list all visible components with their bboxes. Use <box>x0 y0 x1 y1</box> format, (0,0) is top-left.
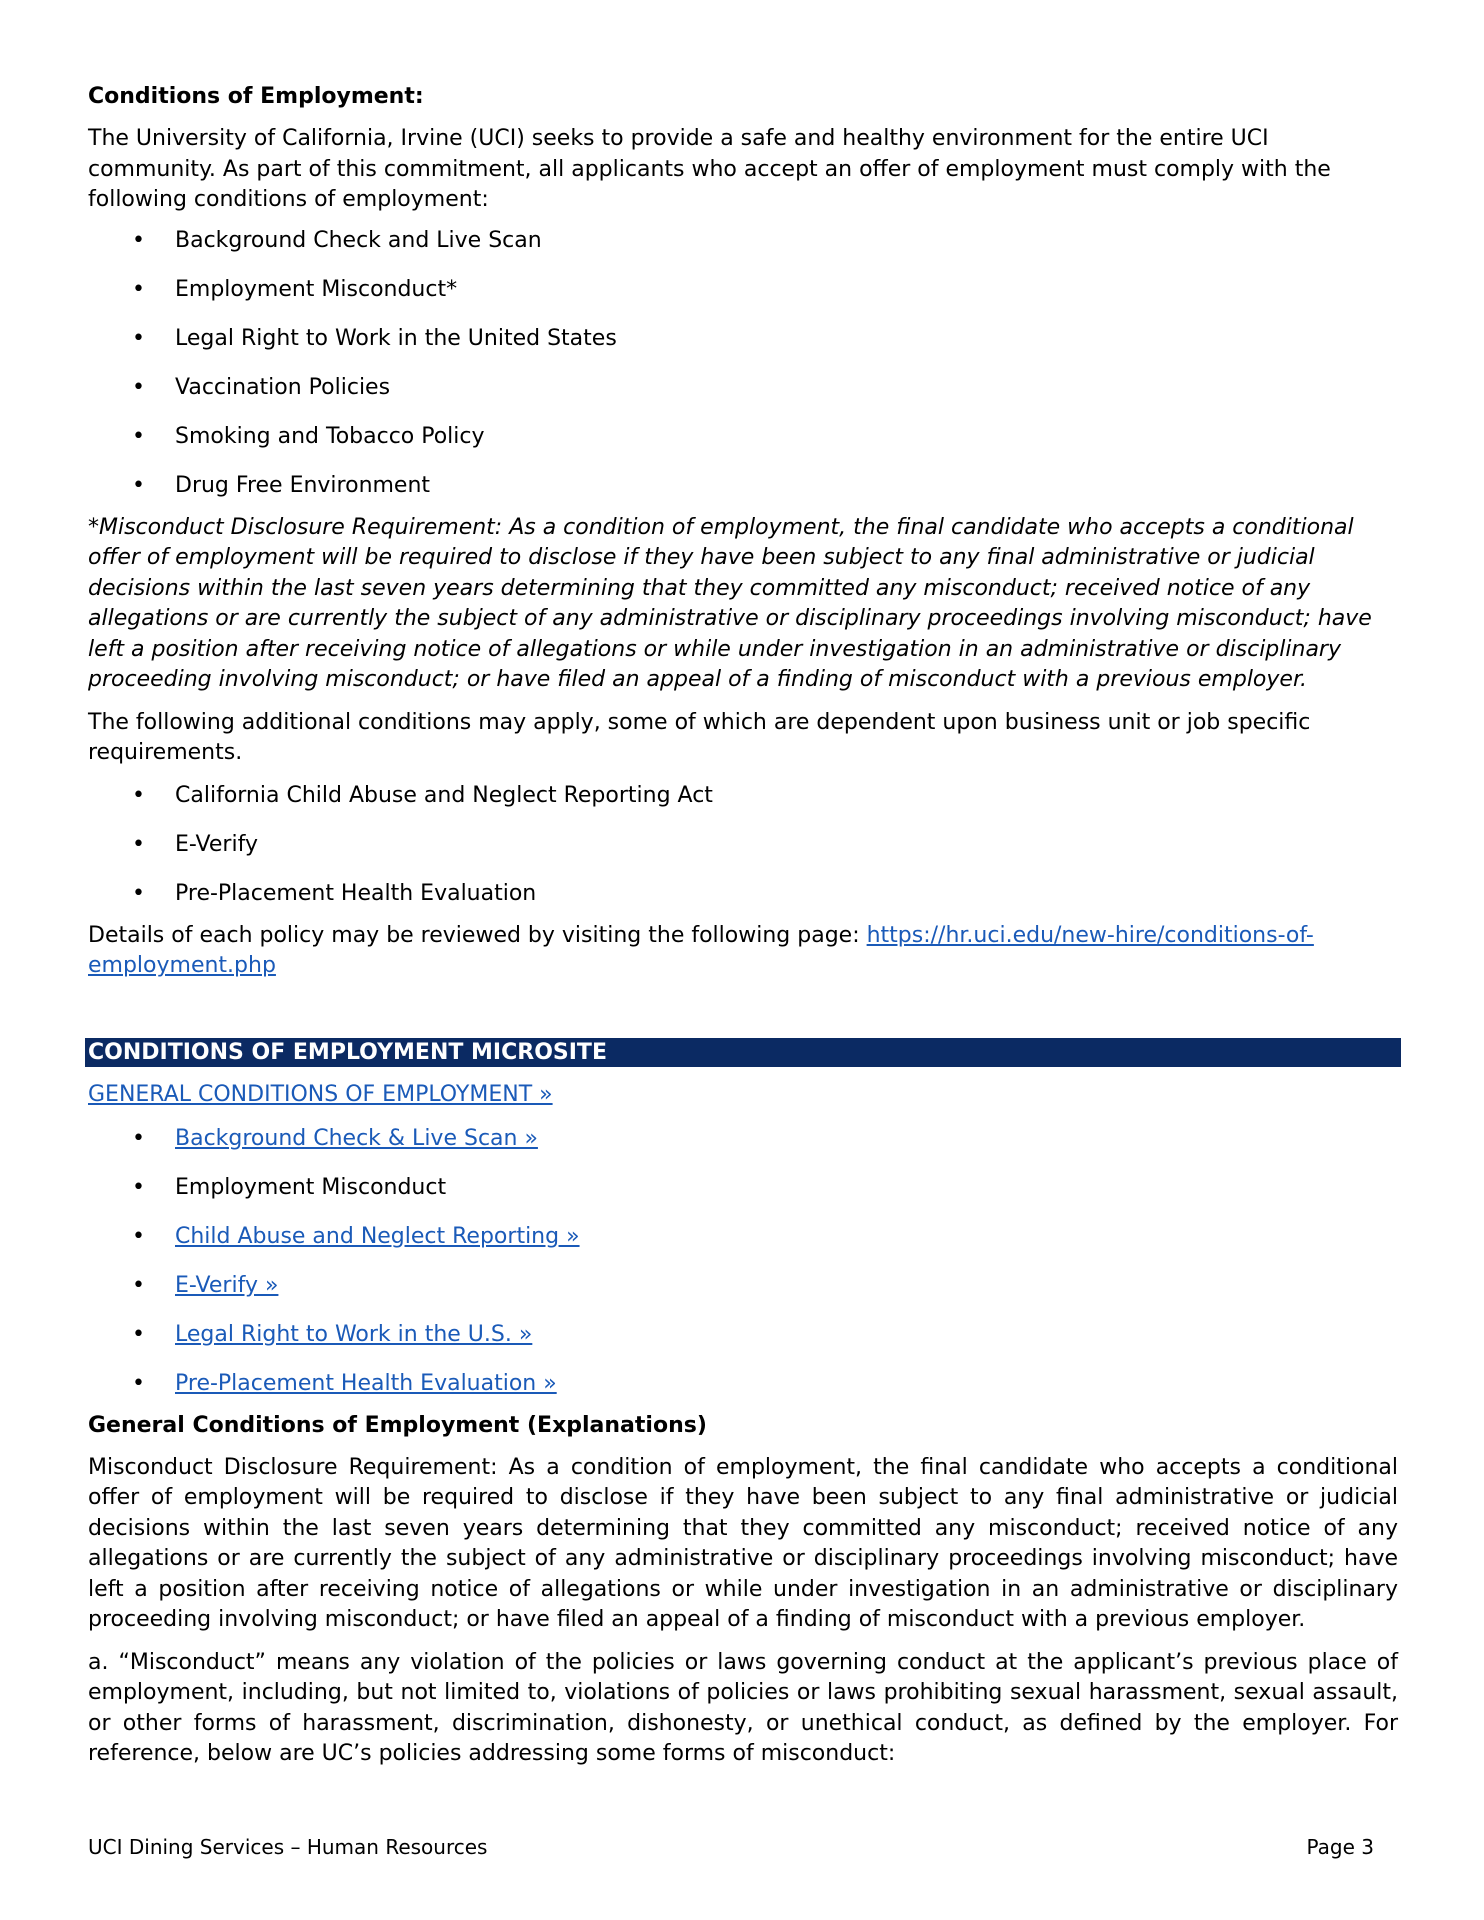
details-paragraph: Details of each policy may be reviewed by visiting the following page: https://hr.uci.edu/new-hire/conditions-of-employment.php <box>88 922 1314 978</box>
bullet-icon: • <box>132 1174 145 1200</box>
bullet-icon: • <box>132 227 145 253</box>
background-check-link[interactable]: Background Check & Live Scan » <box>175 1125 538 1151</box>
footer-left: UCI Dining Services – Human Resources <box>88 1835 488 1859</box>
general-conditions-link[interactable]: GENERAL CONDITIONS OF EMPLOYMENT » <box>88 1081 553 1107</box>
general-conditions-heading: General Conditions of Employment (Explanations) <box>88 1412 707 1438</box>
employment-misconduct-label: Employment Misconduct <box>175 1174 447 1200</box>
bullet-icon: • <box>132 374 145 400</box>
conditions-heading: Conditions of Employment: <box>88 84 424 109</box>
bullet-icon: • <box>132 325 145 351</box>
list-item <box>88 1124 1398 1154</box>
microsite-links-list <box>88 1124 1398 1399</box>
list-item: • Legal Right to Work in the United States <box>88 324 1398 354</box>
e-verify-link[interactable]: E-Verify » <box>175 1272 279 1298</box>
list-item <box>88 1271 1398 1301</box>
document-page <box>88 82 1398 1770</box>
intro-paragraph: The University of California, Irvine (UCI) seeks to provide a safe and healthy environment for the entire UCI community. As part of this commitment, all applicants who accept an offer of employment must comply with the following conditions of employment: <box>88 126 1331 212</box>
page-footer <box>88 1834 1374 1860</box>
list-item: • Smoking and Tobacco Policy <box>88 422 1398 452</box>
conditions-list <box>88 226 1398 501</box>
list-item: • Employment Misconduct* <box>88 275 1398 305</box>
child-abuse-link[interactable]: Child Abuse and Neglect Reporting » <box>175 1223 580 1249</box>
list-item: • California Child Abuse and Neglect Reporting Act <box>88 781 1398 811</box>
additional-intro: The following additional conditions may apply, some of which are dependent upon business unit or job specific requirements. <box>88 709 1311 765</box>
microsite-header-bar: CONDITIONS OF EMPLOYMENT MICROSITE <box>85 1038 1401 1067</box>
misconduct-note: *Misconduct Disclosure Requirement: As a condition of employment, the final candidate who accepts a conditional offer of employment will be required to disclose if they have been subject to any final administrative or judicial decisions within the last seven years determining that they committed any misconduct; received notice of any allegations or are currently the subject of any administrative or disciplinary proceedings involving misconduct; have left a position after receiving notice of allegations or while under investigation in an administrative or disciplinary proceeding involving misconduct; or have filed an appeal of a finding of misconduct with a previous employer. <box>88 514 1372 692</box>
bullet-icon: • <box>132 782 145 808</box>
bullet-icon: • <box>132 1272 145 1298</box>
legal-right-link[interactable]: Legal Right to Work in the U.S. » <box>175 1321 533 1347</box>
bullet-icon: • <box>132 1125 145 1151</box>
misconduct-definition-paragraph: a. “Misconduct” means any violation of the policies or laws governing conduct at the applicant’s previous place of employment, including, but not limited to, violations of policies or laws prohibiting sexual harassment, sexual assault, or other forms of harassment, discrimination, dishonesty, or unethical conduct, as defined by the employer. For reference, below are UC’s policies addressing some forms of misconduct: <box>88 1649 1398 1766</box>
list-item <box>88 1173 1398 1203</box>
list-item: • Background Check and Live Scan <box>88 226 1398 256</box>
list-item: • Drug Free Environment <box>88 471 1398 501</box>
bullet-icon: • <box>132 1321 145 1347</box>
misconduct-disclosure-paragraph: Misconduct Disclosure Requirement: As a condition of employment, the final candidate who accepts a conditional offer of employment will be required to disclose if they have been subject to any final administrative or judicial decisions within the last seven years determining that they committed any misconduct; received notice of any allegations or are currently the subject of any administrative or disciplinary proceedings involving misconduct; have left a position after receiving notice of allegations or while under investigation in an administrative or disciplinary proceeding involving misconduct; or have filed an appeal of a finding of misconduct with a previous employer. <box>88 1454 1398 1632</box>
bullet-icon: • <box>132 1370 145 1396</box>
bullet-icon: • <box>132 880 145 906</box>
bullet-icon: • <box>132 423 145 449</box>
list-item: • Vaccination Policies <box>88 373 1398 403</box>
bullet-icon: • <box>132 276 145 302</box>
list-item <box>88 1369 1398 1399</box>
additional-conditions-list <box>88 781 1398 909</box>
list-item <box>88 1222 1398 1252</box>
list-item <box>88 1320 1398 1350</box>
bullet-icon: • <box>132 1223 145 1249</box>
bullet-icon: • <box>132 831 145 857</box>
bullet-icon: • <box>132 472 145 498</box>
conditions-page-link[interactable]: https://hr.uci.edu/new-hire/conditions-of-employment.php <box>88 922 1314 978</box>
list-item: • E-Verify <box>88 830 1398 860</box>
page-number: Page 3 <box>1306 1835 1374 1859</box>
list-item: • Pre-Placement Health Evaluation <box>88 879 1398 909</box>
pre-placement-link[interactable]: Pre-Placement Health Evaluation » <box>175 1370 557 1396</box>
